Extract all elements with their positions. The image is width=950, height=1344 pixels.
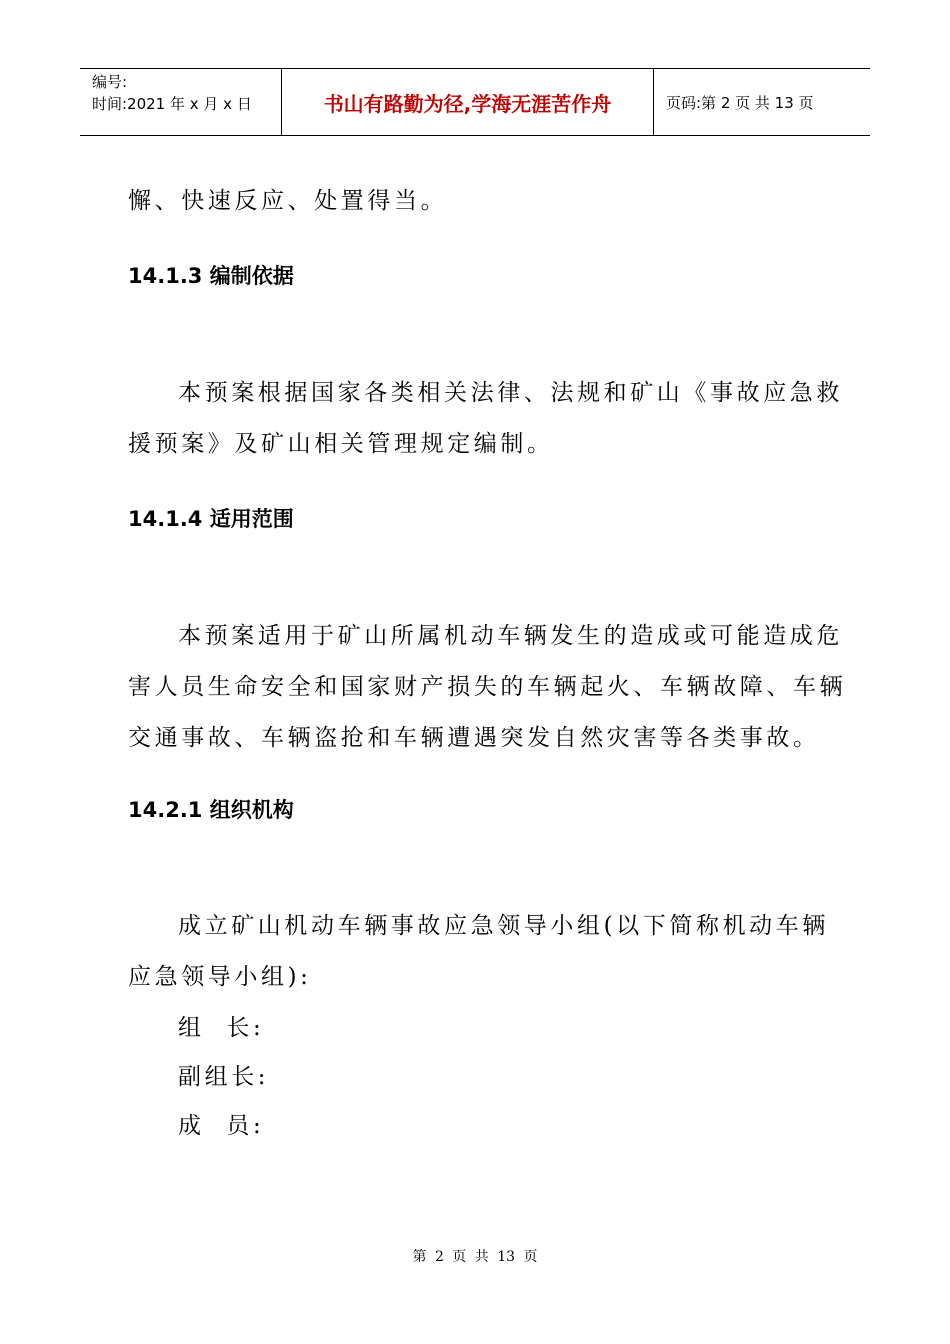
body-line: 害人员生命安全和国家财产损失的车辆起火、车辆故障、车辆 <box>128 674 847 700</box>
section-heading: 14.1.3 编制依据 <box>128 264 294 288</box>
body-line: 成立矿山机动车辆事故应急领导小组(以下简称机动车辆 <box>178 913 829 939</box>
body-line: 本预案根据国家各类相关法律、法规和矿山《事故应急救 <box>178 380 843 406</box>
leader-line: 组 长: <box>178 1015 265 1041</box>
body-line: 援预案》及矿山相关管理规定编制。 <box>128 431 554 457</box>
header-motto: 书山有路勤为径,学海无涯苦作舟 <box>282 69 654 135</box>
document-time-label: 时间:2021 年 x 月 x 日 <box>92 95 252 113</box>
body-line: 交通事故、车辆盗抢和车辆遭遇突发自然灾害等各类事故。 <box>128 725 820 751</box>
section-heading: 14.1.4 适用范围 <box>128 507 294 531</box>
body-line: 懈、快速反应、处置得当。 <box>128 188 448 214</box>
page-footer: 第 2 页 共 13 页 <box>412 1249 538 1265</box>
body-line: 本预案适用于矿山所属机动车辆发生的造成或可能造成危 <box>178 623 843 649</box>
deputy-leader-line: 副组长: <box>178 1064 270 1090</box>
document-number-label: 编号: <box>92 73 128 91</box>
header-page-info: 页码:第 2 页 共 13 页 <box>666 93 814 112</box>
page-header <box>80 68 870 136</box>
header-left-cell <box>80 69 282 135</box>
body-line: 应急领导小组): <box>128 964 312 990</box>
section-heading: 14.2.1 组织机构 <box>128 798 294 822</box>
members-line: 成 员: <box>178 1113 265 1139</box>
